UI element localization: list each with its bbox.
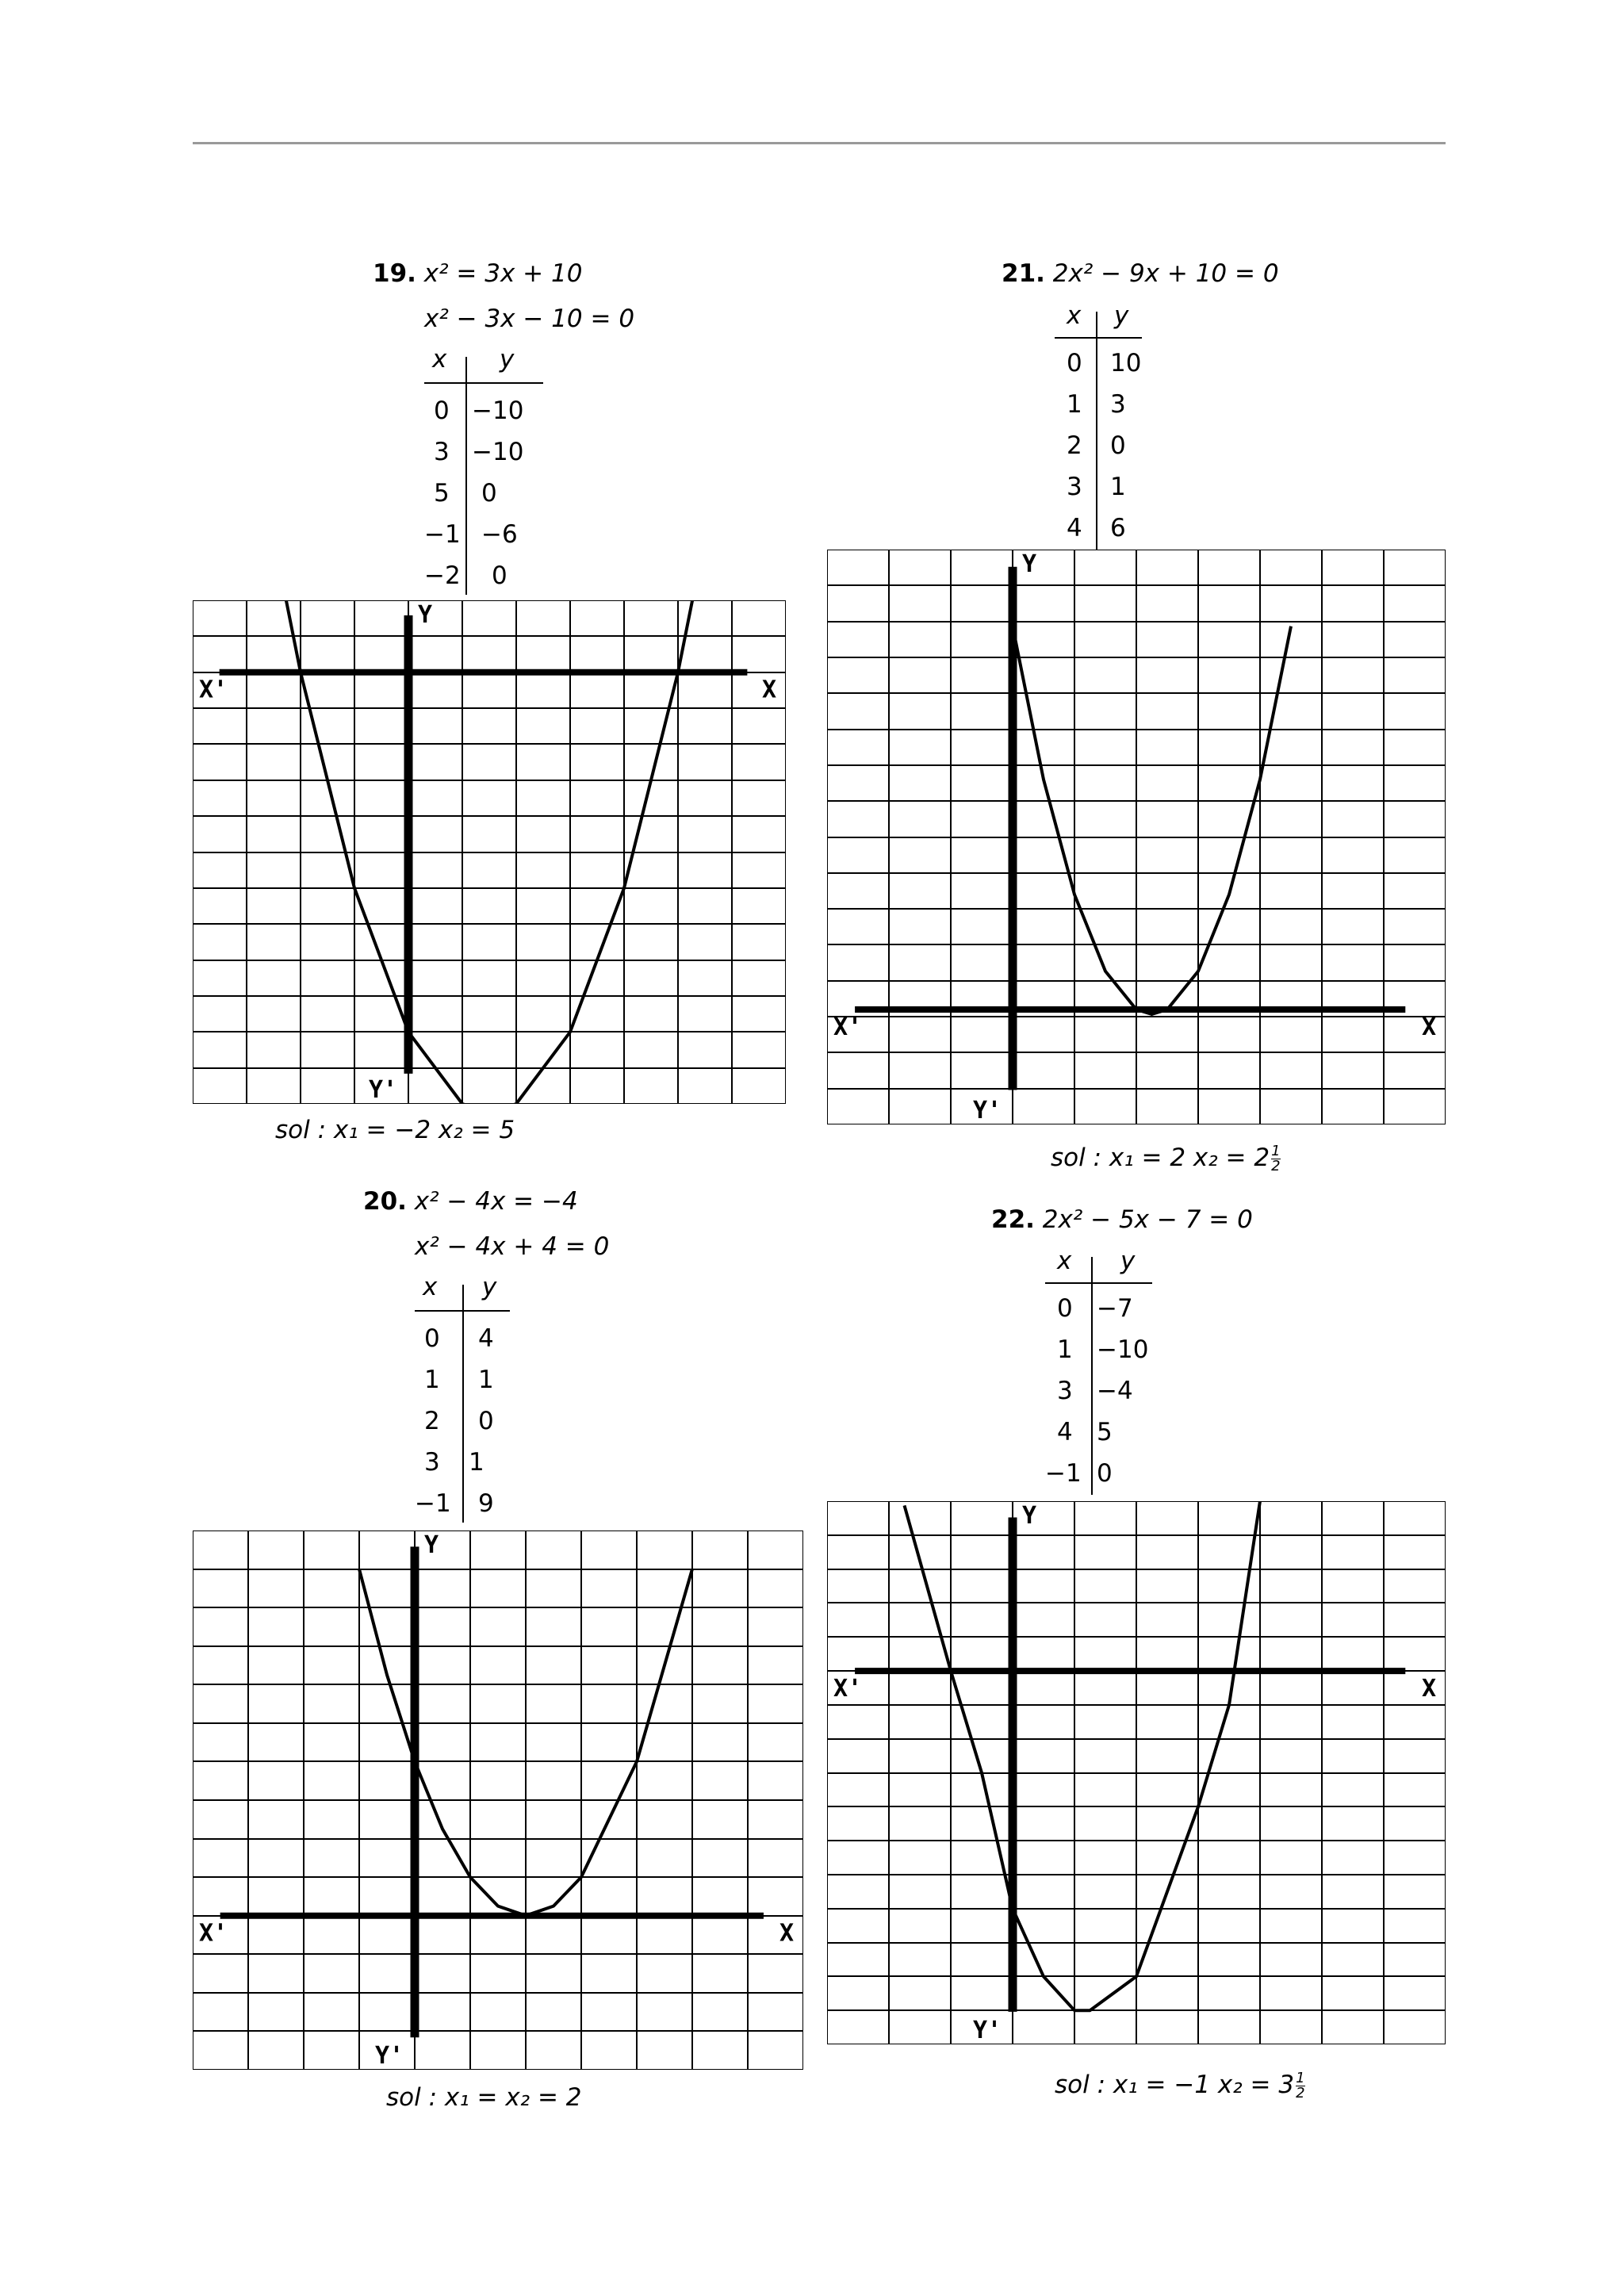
problem-20-heading bbox=[363, 1187, 578, 1216]
x-neg-label: X' bbox=[833, 1675, 863, 1703]
solution-text: sol : x₁ = 2 x₂ = 2 bbox=[1051, 1144, 1270, 1172]
header-y: y bbox=[500, 345, 515, 374]
cell-y: 0 bbox=[481, 479, 497, 508]
cell-y: 10 bbox=[1110, 349, 1142, 377]
cell-x: −2 bbox=[424, 561, 461, 590]
solution bbox=[1051, 1144, 1281, 1174]
x-neg-label: X' bbox=[199, 1919, 228, 1948]
cell-x: 4 bbox=[1057, 1418, 1073, 1446]
table-divider bbox=[1091, 1257, 1093, 1495]
cell-x: 3 bbox=[1067, 473, 1082, 501]
header-y: y bbox=[482, 1273, 497, 1301]
y-label: Y bbox=[1022, 550, 1037, 578]
problem-22-heading bbox=[991, 1205, 1253, 1234]
cell-y: 6 bbox=[1110, 514, 1126, 542]
table-header-rule bbox=[1045, 1282, 1152, 1284]
cell-y: 5 bbox=[1097, 1418, 1113, 1446]
equation: 2x² − 5x − 7 = 0 bbox=[1042, 1205, 1253, 1234]
table-header-rule bbox=[1055, 337, 1142, 339]
cell-y: 3 bbox=[1110, 390, 1126, 419]
parabola-curve bbox=[1013, 626, 1291, 1014]
parabola-graph-19 bbox=[193, 600, 786, 1104]
standard-form: x² − 3x − 10 = 0 bbox=[424, 305, 635, 333]
cell-y: 0 bbox=[478, 1407, 494, 1435]
header-x: x bbox=[1057, 1247, 1072, 1275]
parabola-graph-21 bbox=[827, 550, 1446, 1124]
graph-svg bbox=[827, 1501, 1446, 2044]
header-x: x bbox=[1067, 301, 1082, 330]
cell-y: 4 bbox=[478, 1324, 494, 1353]
cell-x: 5 bbox=[434, 479, 450, 508]
cell-y: 0 bbox=[1110, 431, 1126, 460]
problem-number: 22. bbox=[991, 1205, 1035, 1234]
y-neg-label: Y' bbox=[973, 2017, 1002, 2044]
problem-number: 19. bbox=[373, 259, 416, 288]
parabola-graph-22 bbox=[827, 1501, 1446, 2044]
equation: x² = 3x + 10 bbox=[423, 259, 583, 288]
problem-number: 20. bbox=[363, 1187, 407, 1216]
solution: sol : x₁ = x₂ = 2 bbox=[386, 2083, 582, 2112]
equation: x² − 4x = −4 bbox=[414, 1187, 578, 1216]
x-neg-label: X' bbox=[199, 676, 228, 704]
graph-svg bbox=[193, 1531, 803, 2070]
graph-svg bbox=[827, 550, 1446, 1124]
solution bbox=[1055, 2071, 1305, 2101]
x-label: X bbox=[1421, 1013, 1436, 1041]
cell-x: 1 bbox=[1057, 1335, 1073, 1364]
header-y: y bbox=[1120, 1247, 1136, 1275]
y-neg-label: Y' bbox=[375, 2042, 404, 2070]
standard-form: x² − 4x + 4 = 0 bbox=[415, 1232, 610, 1261]
cell-x: 0 bbox=[1057, 1294, 1073, 1323]
grid bbox=[827, 1501, 1446, 2044]
cell-x: 3 bbox=[1057, 1377, 1073, 1405]
table-divider bbox=[462, 1285, 464, 1523]
cell-y: 0 bbox=[1097, 1459, 1113, 1488]
x-label: X bbox=[761, 676, 776, 704]
cell-y: −6 bbox=[481, 520, 518, 549]
table-header-rule bbox=[424, 382, 543, 384]
graph-svg bbox=[193, 600, 786, 1104]
cell-x: 1 bbox=[1067, 390, 1082, 419]
x-neg-label: X' bbox=[833, 1013, 863, 1041]
y-label: Y bbox=[1022, 1502, 1037, 1530]
cell-y: −10 bbox=[472, 438, 524, 466]
solution-fraction: $\frac{1}{2}$ bbox=[1271, 1143, 1281, 1174]
solution: sol : x₁ = −2 x₂ = 5 bbox=[275, 1116, 515, 1144]
y-label: Y bbox=[418, 601, 433, 629]
header-x: x bbox=[432, 345, 447, 374]
solution-fraction: $\frac{1}{2}$ bbox=[1296, 2070, 1305, 2101]
cell-x: 1 bbox=[424, 1366, 440, 1394]
header-y: y bbox=[1114, 301, 1129, 330]
problem-19-heading bbox=[373, 259, 583, 288]
problem-21-heading bbox=[1002, 259, 1279, 288]
cell-x: 3 bbox=[434, 438, 450, 466]
cell-y: −4 bbox=[1097, 1377, 1133, 1405]
cell-y: 0 bbox=[492, 561, 508, 590]
table-divider bbox=[1096, 312, 1097, 550]
y-label: Y bbox=[424, 1531, 439, 1559]
grid bbox=[193, 600, 786, 1104]
grid bbox=[193, 1531, 803, 2070]
cell-y: −10 bbox=[1097, 1335, 1149, 1364]
x-label: X bbox=[1421, 1675, 1436, 1703]
header-rule bbox=[193, 142, 1446, 144]
cell-x: 2 bbox=[1067, 431, 1082, 460]
cell-x: 2 bbox=[424, 1407, 440, 1435]
cell-x: 4 bbox=[1067, 514, 1082, 542]
table-divider bbox=[465, 357, 467, 595]
cell-x: 0 bbox=[424, 1324, 440, 1353]
y-neg-label: Y' bbox=[369, 1076, 398, 1104]
parabola-graph-20 bbox=[193, 1531, 803, 2070]
cell-x: 0 bbox=[434, 397, 450, 425]
cell-x: −1 bbox=[415, 1489, 451, 1518]
problem-number: 21. bbox=[1002, 259, 1045, 288]
cell-y: 1 bbox=[469, 1448, 485, 1477]
cell-y: 1 bbox=[478, 1366, 494, 1394]
cell-x: −1 bbox=[1045, 1459, 1082, 1488]
cell-x: 0 bbox=[1067, 349, 1082, 377]
equation: 2x² − 9x + 10 = 0 bbox=[1052, 259, 1279, 288]
cell-x: 3 bbox=[424, 1448, 440, 1477]
x-label: X bbox=[779, 1919, 794, 1948]
cell-y: −7 bbox=[1097, 1294, 1133, 1323]
cell-y: −10 bbox=[472, 397, 524, 425]
grid bbox=[827, 550, 1446, 1124]
solution-text: sol : x₁ = −1 x₂ = 3 bbox=[1055, 2071, 1295, 2099]
header-x: x bbox=[423, 1273, 438, 1301]
cell-y: 1 bbox=[1110, 473, 1126, 501]
y-neg-label: Y' bbox=[973, 1097, 1002, 1124]
parabola-curve bbox=[905, 1501, 1261, 2010]
cell-x: −1 bbox=[424, 520, 461, 549]
cell-y: 9 bbox=[478, 1489, 494, 1518]
